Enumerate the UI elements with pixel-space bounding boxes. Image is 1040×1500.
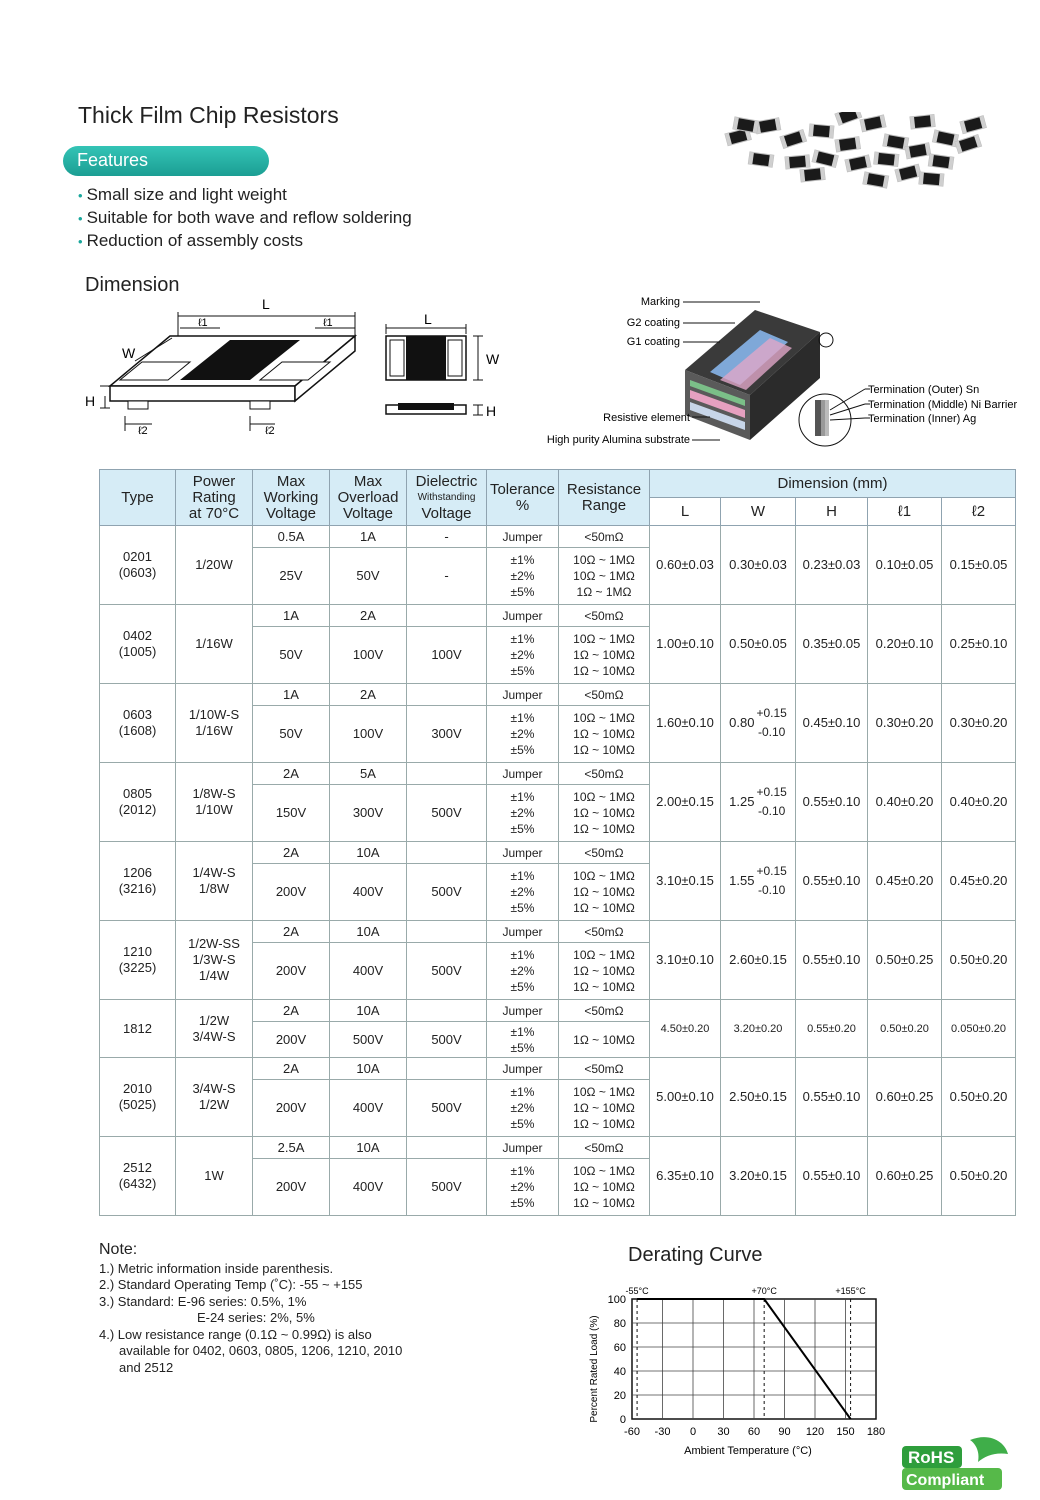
note-item: 4.) Low resistance range (0.1Ω ~ 0.99Ω) is also [99, 1326, 372, 1342]
y-tick-label: 40 [613, 1366, 626, 1378]
dim-label-h: H [85, 393, 96, 409]
cell-type: 0805 (2012) [100, 763, 176, 842]
cell-dielectric-voltage: 500V [407, 785, 487, 842]
table-row-jumper [100, 1058, 1016, 1080]
cell-dim-h: 0.55±0.10 [796, 1058, 868, 1137]
cell-dim-h: 0.23±0.03 [796, 526, 868, 605]
cell-jumper-dielectric [407, 921, 487, 943]
cell-overload-voltage: 50V [330, 548, 407, 605]
cell-jumper-working: 2A [253, 921, 330, 943]
dim-label-l1: ℓ1 [198, 317, 208, 329]
cell-dim-w: 0.50±0.05 [721, 605, 796, 684]
note-item: available for 0402, 0603, 0805, 1206, 1210, 2010 [119, 1343, 403, 1358]
chip-resistor [910, 114, 935, 128]
dim-label-w: W [486, 351, 500, 367]
cell-jumper-working: 1A [253, 684, 330, 706]
annotation-label: -55°C [625, 1286, 649, 1296]
cell-overload-voltage: 400V [330, 1080, 407, 1137]
x-tick-label: 60 [747, 1426, 761, 1438]
dim-label-h: H [486, 403, 497, 419]
cell-jumper-dielectric [407, 1058, 487, 1080]
header-dim-l2: ℓ2 [942, 498, 1016, 526]
cell-dim-l1: 0.20±0.10 [868, 605, 942, 684]
x-tick-label: -30 [654, 1426, 671, 1438]
cell-jumper-overload: 10A [330, 842, 407, 864]
cell-dim-l2: 0.050±0.20 [942, 1000, 1016, 1058]
cell-dim-h: 0.55±0.10 [796, 1137, 868, 1216]
annotation-label: +155°C [835, 1286, 866, 1296]
chip-resistor [895, 164, 921, 181]
cell-jumper-resistance: <50mΩ [559, 1058, 650, 1080]
cell-working-voltage: 200V [253, 1159, 330, 1216]
cell-working-voltage: 50V [253, 627, 330, 684]
callout-termination-outer: Termination (Outer) Sn [868, 384, 980, 396]
chip-resistor [800, 167, 825, 181]
x-tick-label: 30 [717, 1426, 730, 1438]
table-row-jumper [100, 605, 1016, 627]
cell-jumper-working: 2.5A [253, 1137, 330, 1159]
cell-tolerance: ±1% ±2% ±5% [487, 627, 559, 684]
cell-power-rating: 1/2W-SS 1/3W-S 1/4W [176, 921, 253, 1000]
chip-resistor [874, 152, 899, 166]
chip-isometric-diagram [80, 296, 370, 441]
cell-dim-l1: 0.10±0.05 [868, 526, 942, 605]
cell-type: 1812 [100, 1000, 176, 1058]
callout-g2-coating: G2 coating [626, 317, 680, 329]
callout-substrate: High purity Alumina substrate [546, 434, 690, 446]
cell-dim-l1: 0.60±0.25 [868, 1137, 942, 1216]
dimension-heading: Dimension [85, 274, 180, 296]
cell-tolerance: ±1% ±2% ±5% [487, 864, 559, 921]
cell-tolerance: ±1% ±2% ±5% [487, 785, 559, 842]
chip-resistor [835, 112, 862, 125]
chip-resistors-image [715, 112, 990, 197]
chip-resistor [780, 130, 807, 149]
cell-jumper-overload: 2A [330, 684, 407, 706]
cell-overload-voltage: 100V [330, 627, 407, 684]
chip-resistor [905, 143, 931, 159]
y-tick-label: 80 [613, 1318, 626, 1330]
cell-dim-l1: 0.50±0.20 [868, 1000, 942, 1058]
cell-jumper-dielectric: - [407, 526, 487, 548]
cell-tolerance: ±1% ±2% ±5% [487, 706, 559, 763]
cell-resistance-range: 10Ω ~ 1MΩ 1Ω ~ 10MΩ 1Ω ~ 10MΩ [559, 785, 650, 842]
cell-working-voltage: 200V [253, 943, 330, 1000]
x-tick-label: 150 [836, 1426, 855, 1438]
cell-jumper-resistance: <50mΩ [559, 1137, 650, 1159]
cell-overload-voltage: 400V [330, 943, 407, 1000]
cell-dim-l: 3.10±0.15 [650, 842, 721, 921]
x-tick-label: 180 [866, 1426, 886, 1438]
cell-jumper-dielectric [407, 1137, 487, 1159]
note-item: 3.) Standard: E-96 series: 0.5%, 1% [99, 1293, 307, 1309]
cell-dielectric-voltage: 100V [407, 627, 487, 684]
cell-dim-l: 6.35±0.10 [650, 1137, 721, 1216]
table-row-jumper [100, 921, 1016, 943]
cell-dim-l1: 0.50±0.25 [868, 921, 942, 1000]
dim-label-l: L [262, 296, 270, 312]
features-list [78, 184, 412, 253]
annotation-label: +70°C [751, 1286, 777, 1296]
chip-resistor [860, 115, 886, 132]
cell-dielectric-voltage: 500V [407, 1159, 487, 1216]
cell-dim-l2: 0.30±0.20 [942, 684, 1016, 763]
cell-resistance-range: 10Ω ~ 1MΩ 1Ω ~ 10MΩ 1Ω ~ 10MΩ [559, 864, 650, 921]
cell-dim-w: 2.50±0.15 [721, 1058, 796, 1137]
cell-resistance-range: 10Ω ~ 1MΩ 1Ω ~ 10MΩ 1Ω ~ 10MΩ [559, 627, 650, 684]
cell-dim-w: 0.30±0.03 [721, 526, 796, 605]
cell-jumper-dielectric [407, 763, 487, 785]
cell-jumper-resistance: <50mΩ [559, 1000, 650, 1022]
cell-jumper-dielectric [407, 684, 487, 706]
cell-dim-l2: 0.50±0.20 [942, 1058, 1016, 1137]
cell-jumper-working: 0.5A [253, 526, 330, 548]
cell-jumper-working: 2A [253, 763, 330, 785]
table-row-jumper [100, 1000, 1016, 1022]
cell-resistance-range: 10Ω ~ 1MΩ 1Ω ~ 10MΩ 1Ω ~ 10MΩ [559, 1080, 650, 1137]
header-dim-l1: ℓ1 [868, 498, 942, 526]
rohs-text: RoHS [908, 1448, 955, 1467]
chip-resistor [809, 124, 834, 138]
callout-resistive-element: Resistive element [603, 412, 690, 424]
cell-jumper-overload: 10A [330, 921, 407, 943]
chip-resistor [835, 137, 860, 152]
cell-dim-l2: 0.25±0.10 [942, 605, 1016, 684]
cell-type: 1210 (3225) [100, 921, 176, 1000]
cell-dim-l: 1.60±0.10 [650, 684, 721, 763]
cell-working-voltage: 200V [253, 864, 330, 921]
feature-item: • Reduction of assembly costs [78, 230, 412, 253]
cell-dielectric-voltage: - [407, 548, 487, 605]
cell-dim-l: 4.50±0.20 [650, 1000, 721, 1058]
cell-jumper-working: 2A [253, 1000, 330, 1022]
cell-jumper-dielectric [407, 842, 487, 864]
cell-dim-w: 3.20±0.15 [721, 1137, 796, 1216]
cell-dim-h: 0.55±0.20 [796, 1000, 868, 1058]
x-tick-label: -60 [624, 1426, 640, 1438]
cell-dim-w: 3.20±0.20 [721, 1000, 796, 1058]
cell-jumper-tolerance: Jumper [487, 1000, 559, 1022]
cell-jumper-tolerance: Jumper [487, 605, 559, 627]
chip-resistor [928, 154, 953, 169]
cell-overload-voltage: 400V [330, 864, 407, 921]
note-title: Note: [99, 1241, 138, 1258]
cell-dim-h: 0.55±0.10 [796, 842, 868, 921]
header-dimension: Dimension (mm) [650, 470, 1016, 498]
chip-resistor [812, 150, 838, 167]
cell-dielectric-voltage: 300V [407, 706, 487, 763]
cell-jumper-resistance: <50mΩ [559, 605, 650, 627]
table-row-jumper [100, 842, 1016, 864]
cell-dim-l: 3.10±0.10 [650, 921, 721, 1000]
cell-type: 0402 (1005) [100, 605, 176, 684]
cell-working-voltage: 25V [253, 548, 330, 605]
rohs-compliant-text: Compliant [906, 1472, 985, 1489]
cell-jumper-tolerance: Jumper [487, 763, 559, 785]
cell-dim-l: 0.60±0.03 [650, 526, 721, 605]
cell-dim-l: 1.00±0.10 [650, 605, 721, 684]
callout-marking: Marking [640, 296, 680, 308]
cell-dim-h: 0.55±0.10 [796, 763, 868, 842]
chip-resistor [785, 155, 810, 169]
header-max-overload-voltage: Max Overload Voltage [330, 470, 407, 526]
dim-label-l2: ℓ2 [138, 425, 148, 437]
cell-overload-voltage: 100V [330, 706, 407, 763]
table-row-jumper [100, 1137, 1016, 1159]
spec-table [99, 469, 1016, 1216]
cell-tolerance: ±1% ±2% ±5% [487, 943, 559, 1000]
cell-resistance-range: 10Ω ~ 1MΩ 1Ω ~ 10MΩ 1Ω ~ 10MΩ [559, 706, 650, 763]
cell-jumper-working: 2A [253, 1058, 330, 1080]
cell-power-rating: 1/10W-S 1/16W [176, 684, 253, 763]
note-item: E-24 series: 2%, 5% [197, 1310, 315, 1325]
header-tolerance: Tolerance % [487, 470, 559, 526]
chip-resistor [955, 135, 982, 154]
note-item: 1.) Metric information inside parenthesis. [99, 1260, 334, 1276]
cell-dim-l2: 0.50±0.20 [942, 921, 1016, 1000]
cell-power-rating: 1/20W [176, 526, 253, 605]
cell-type: 2010 (5025) [100, 1058, 176, 1137]
cell-jumper-overload: 10A [330, 1058, 407, 1080]
cell-dim-w: 1.55 +0.15 -0.10 [721, 842, 796, 921]
y-tick-label: 0 [619, 1414, 626, 1426]
cell-jumper-overload: 10A [330, 1000, 407, 1022]
x-tick-label: 90 [778, 1426, 791, 1438]
cell-dim-w: 1.25 +0.15 -0.10 [721, 763, 796, 842]
chip-resistor [933, 130, 959, 147]
cell-dielectric-voltage: 500V [407, 1080, 487, 1137]
cell-jumper-overload: 5A [330, 763, 407, 785]
callout-termination-inner: Termination (Inner) Ag [868, 413, 977, 425]
cell-tolerance: ±1% ±2% ±5% [487, 548, 559, 605]
rohs-compliant-logo [900, 1432, 1010, 1492]
cell-dielectric-voltage: 500V [407, 943, 487, 1000]
cell-dim-l2: 0.50±0.20 [942, 1137, 1016, 1216]
cell-jumper-working: 1A [253, 605, 330, 627]
cell-working-voltage: 200V [253, 1080, 330, 1137]
cell-dim-l1: 0.45±0.20 [868, 842, 942, 921]
cell-power-rating: 1/16W [176, 605, 253, 684]
cell-dim-l: 2.00±0.15 [650, 763, 721, 842]
cell-dim-l1: 0.60±0.25 [868, 1058, 942, 1137]
table-row-jumper [100, 763, 1016, 785]
cell-type: 0603 (1608) [100, 684, 176, 763]
cell-dielectric-voltage: 500V [407, 864, 487, 921]
cell-power-rating: 1/4W-S 1/8W [176, 842, 253, 921]
cell-power-rating: 1/8W-S 1/10W [176, 763, 253, 842]
cell-type: 0201 (0603) [100, 526, 176, 605]
cell-dim-l1: 0.40±0.20 [868, 763, 942, 842]
dim-label-w: W [122, 345, 136, 361]
y-tick-label: 100 [607, 1294, 626, 1306]
derating-chart [580, 1278, 900, 1468]
y-tick-label: 60 [613, 1342, 626, 1354]
chip-resistor [863, 172, 889, 188]
cell-power-rating: 1/2W 3/4W-S [176, 1000, 253, 1058]
note-item: and 2512 [119, 1359, 174, 1375]
cell-type: 1206 (3216) [100, 842, 176, 921]
feature-item: • Small size and light weight [78, 184, 412, 207]
cell-jumper-resistance: <50mΩ [559, 842, 650, 864]
dim-label-l2: ℓ2 [265, 425, 275, 437]
page-title: Thick Film Chip Resistors [78, 102, 339, 128]
cell-dim-h: 0.55±0.10 [796, 921, 868, 1000]
cell-jumper-resistance: <50mΩ [559, 526, 650, 548]
cell-jumper-dielectric [407, 605, 487, 627]
header-max-working-voltage: Max Working Voltage [253, 470, 330, 526]
x-tick-label: 120 [805, 1426, 825, 1438]
cell-dim-l2: 0.40±0.20 [942, 763, 1016, 842]
cell-jumper-overload: 2A [330, 605, 407, 627]
cell-jumper-tolerance: Jumper [487, 1058, 559, 1080]
dim-label-l1: ℓ1 [323, 317, 333, 329]
chip-resistor [755, 118, 781, 134]
cell-jumper-resistance: <50mΩ [559, 763, 650, 785]
table-row-jumper [100, 684, 1016, 706]
cell-jumper-tolerance: Jumper [487, 1137, 559, 1159]
cell-jumper-overload: 1A [330, 526, 407, 548]
table-row-jumper [100, 526, 1016, 548]
cell-working-voltage: 50V [253, 706, 330, 763]
cell-tolerance: ±1% ±5% [487, 1022, 559, 1058]
cell-resistance-range: 10Ω ~ 1MΩ 1Ω ~ 10MΩ 1Ω ~ 10MΩ [559, 943, 650, 1000]
cell-type: 2512 (6432) [100, 1137, 176, 1216]
cell-jumper-dielectric [407, 1000, 487, 1022]
cell-jumper-working: 2A [253, 842, 330, 864]
cell-working-voltage: 150V [253, 785, 330, 842]
header-type: Type [100, 470, 176, 526]
note-item: 2.) Standard Operating Temp (˚C): -55 ~ +155 [99, 1277, 363, 1292]
chart-title: Derating Curve [628, 1244, 763, 1266]
cell-jumper-resistance: <50mΩ [559, 921, 650, 943]
cell-tolerance: ±1% ±2% ±5% [487, 1159, 559, 1216]
cell-jumper-tolerance: Jumper [487, 842, 559, 864]
cell-jumper-tolerance: Jumper [487, 684, 559, 706]
callout-termination-middle: Termination (Middle) Ni Barrier [868, 399, 1018, 411]
chip-resistor [845, 155, 871, 172]
callout-g1-coating: G1 coating [626, 336, 680, 348]
header-dim-w: W [721, 498, 796, 526]
cell-jumper-tolerance: Jumper [487, 921, 559, 943]
notes [99, 1242, 479, 1376]
y-tick-label: 20 [613, 1390, 626, 1402]
cell-dim-l2: 0.15±0.05 [942, 526, 1016, 605]
cell-overload-voltage: 500V [330, 1022, 407, 1058]
header-dielectric-voltage: Dielectric Withstanding Voltage [407, 470, 487, 526]
cell-dim-l1: 0.30±0.20 [868, 684, 942, 763]
x-axis-label: Ambient Temperature (°C) [684, 1445, 812, 1457]
cell-resistance-range: 10Ω ~ 1MΩ 1Ω ~ 10MΩ 1Ω ~ 10MΩ [559, 1159, 650, 1216]
cell-dim-h: 0.45±0.10 [796, 684, 868, 763]
dim-label-l: L [424, 312, 432, 327]
cell-overload-voltage: 400V [330, 1159, 407, 1216]
cell-dim-h: 0.35±0.05 [796, 605, 868, 684]
cell-power-rating: 1W [176, 1137, 253, 1216]
header-power-rating: Power Rating at 70°C [176, 470, 253, 526]
cell-resistance-range: 10Ω ~ 1MΩ 10Ω ~ 1MΩ 1Ω ~ 1MΩ [559, 548, 650, 605]
chip-resistor [748, 152, 773, 167]
cell-dim-w: 0.80 +0.15 -0.10 [721, 684, 796, 763]
cell-jumper-overload: 10A [330, 1137, 407, 1159]
cell-resistance-range: 1Ω ~ 10MΩ [559, 1022, 650, 1058]
x-tick-label: 0 [689, 1426, 697, 1438]
header-dim-h: H [796, 498, 868, 526]
y-axis-label: Percent Rated Load (%) [589, 1315, 600, 1423]
chip-construction-diagram [520, 290, 1040, 455]
chip-resistor [960, 116, 986, 134]
header-dim-l: L [650, 498, 721, 526]
features-heading: Features [63, 146, 269, 176]
cell-jumper-resistance: <50mΩ [559, 684, 650, 706]
cell-working-voltage: 200V [253, 1022, 330, 1058]
cell-jumper-tolerance: Jumper [487, 526, 559, 548]
feature-item: • Suitable for both wave and reflow soldering [78, 207, 412, 230]
cell-dim-l2: 0.45±0.20 [942, 842, 1016, 921]
cell-tolerance: ±1% ±2% ±5% [487, 1080, 559, 1137]
cell-dim-l: 5.00±0.10 [650, 1058, 721, 1137]
cell-overload-voltage: 300V [330, 785, 407, 842]
chip-top-side-diagram [378, 312, 518, 427]
chip-resistor [919, 172, 944, 186]
header-resistance-range: Resistance Range [559, 470, 650, 526]
cell-dim-w: 2.60±0.15 [721, 921, 796, 1000]
cell-dielectric-voltage: 500V [407, 1022, 487, 1058]
cell-power-rating: 3/4W-S 1/2W [176, 1058, 253, 1137]
